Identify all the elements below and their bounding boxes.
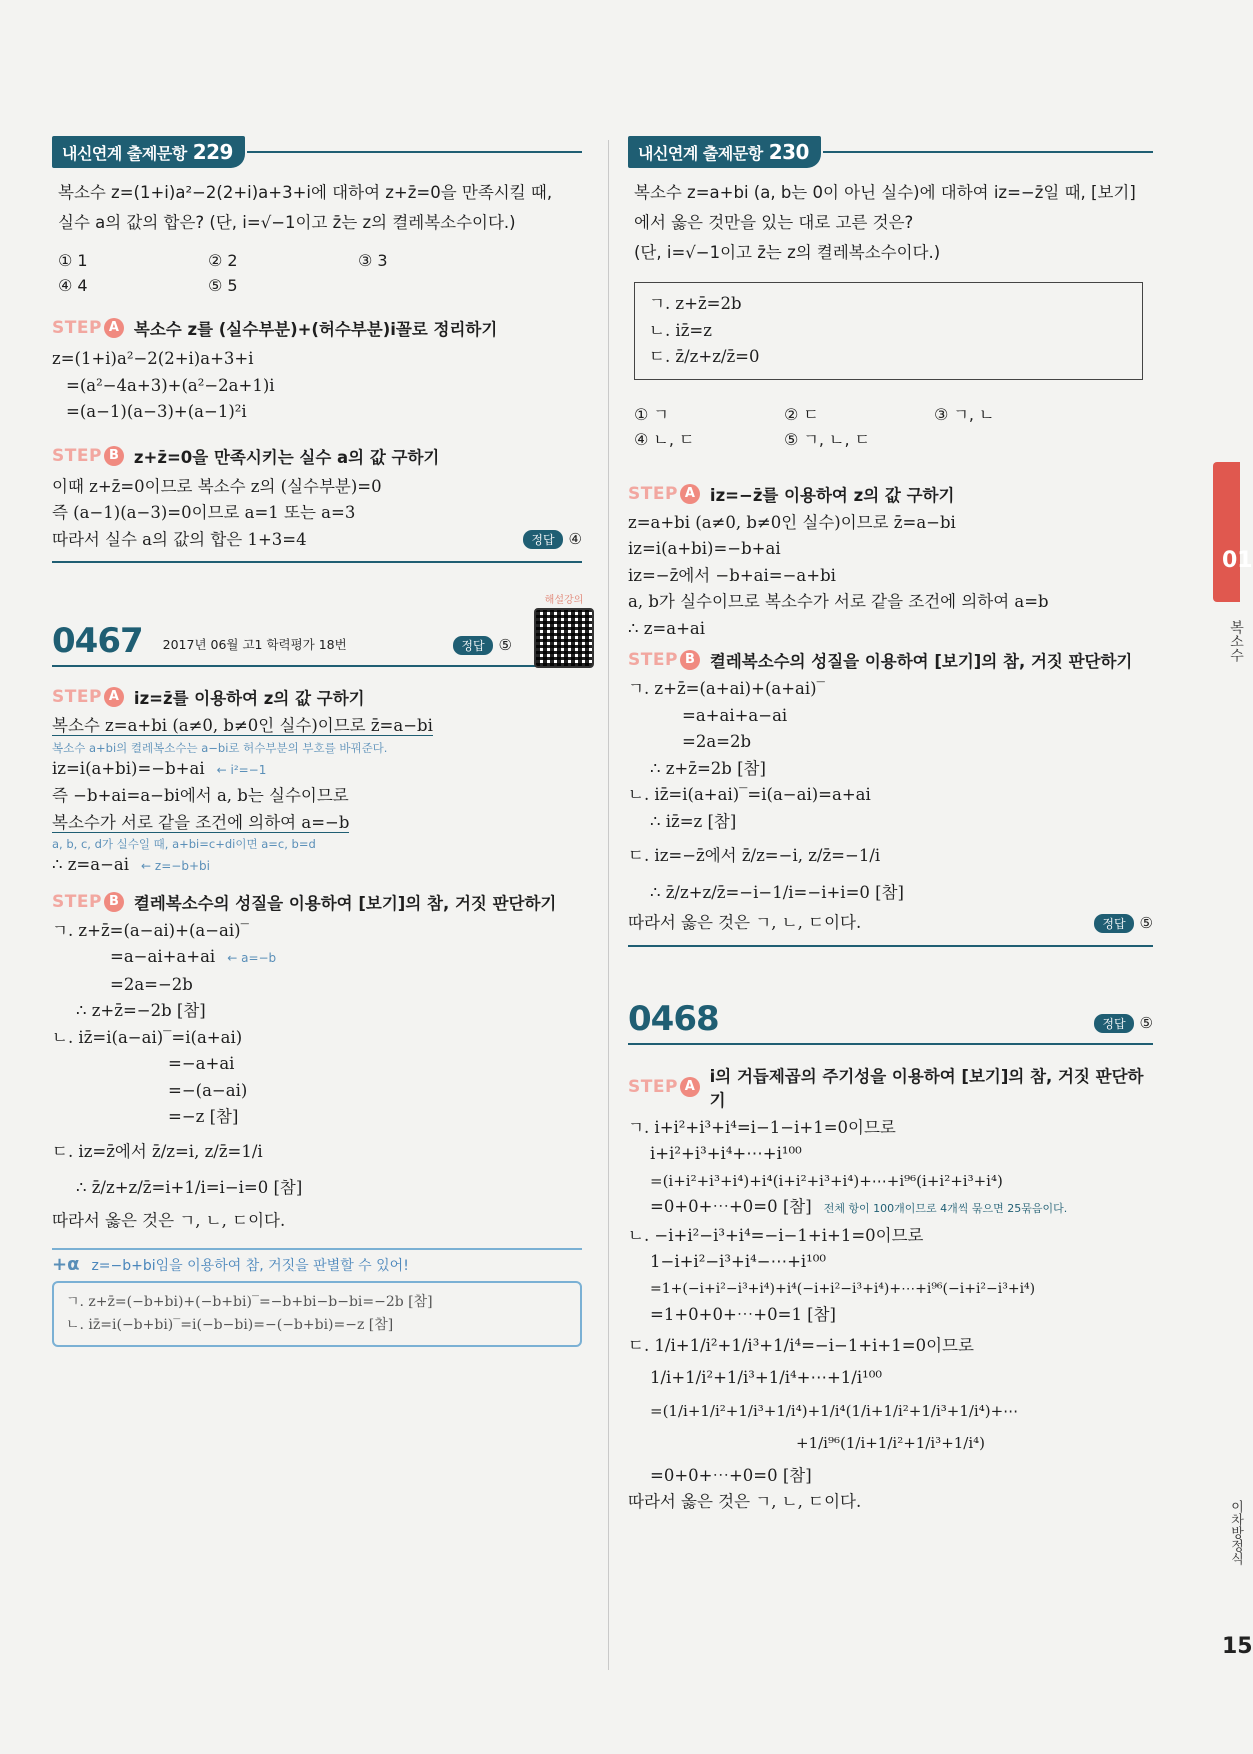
chapter-tab-label: 01 <box>1222 548 1253 573</box>
answer-0468: 정답 ⑤ <box>1094 1014 1153 1033</box>
step-a-title: STEP A i의 거듭제곱의 주기성을 이용하여 [보기]의 참, 거짓 판단하기 <box>628 1066 1144 1110</box>
step-b-title: STEP B z+z̄=0을 만족시키는 실수 a의 값 구하기 <box>52 445 440 467</box>
step-a-body: 복소수 z=a+bi (a≠0, b≠0인 실수)이므로 z̄=a−bi 복소수 a+bi의 켤레복소수는 a−bi로 허수부분의 부호를 바꿔준다. iz=i(a+bi)=−b+ai ← i²=−1 즉 −b+ai=a−bi에서 a, b는 실수이므로 복소수가 서로 같을 조건에 의하여 a=−b a, b, c, d가 실수일 때, a+bi=c+di이면 a=c, b=d ∴ z=a−ai ← z=−b+bi <box>52 716 433 874</box>
right-column <box>628 136 1153 1516</box>
answer-0467: 정답 ⑤ <box>453 636 512 655</box>
side-section-title: 이차방정식 <box>1228 1500 1243 1565</box>
step-a-body: z=(1+i)a²−2(2+i)a+3+i =(a²−4a+3)+(a²−2a+1)i =(a−1)(a−3)+(a−1)²i <box>52 349 275 421</box>
column-divider <box>608 140 609 1670</box>
step-b-body: ㄱ. z+z̄=(a−ai)+(a−ai)‾ =a−ai+a+ai ← a=−b =2a=−2b ∴ z+z̄=−2b [참] ㄴ. iz̄=i(a−ai)‾=i(a+ai) =−a+ai =−(a−ai) =−z [참] ㄷ. iz=z̄에서 z̄/z=i, z/z̄=1/i ∴ z̄/z+z/z̄=i+1/i=i−i=0 [참] 따라서 옳은 것은 ㄱ, ㄴ, ㄷ이다. <box>52 920 303 1230</box>
step-a-title: STEP A iz=−z̄를 이용하여 z의 값 구하기 <box>628 483 955 505</box>
step-a-body: z=a+bi (a≠0, b≠0인 실수)이므로 z̄=a−bi iz=i(a+bi)=−b+ai iz=−z̄에서 −b+ai=−a+bi a, b가 실수이므로 복소수가 서로 같을 조건에 의하여 a=b ∴ z=a+ai <box>628 512 1049 638</box>
answer-230: 정답 ⑤ <box>1094 914 1153 933</box>
step-a-title: STEP A 복소수 z를 (실수부분)+(허수부분)i꼴로 정리하기 <box>52 318 498 339</box>
problem-source: 2017년 06월 고1 학력평가 18번 <box>162 637 347 652</box>
question-230: 복소수 z=a+bi (a, b는 0이 아닌 실수)에 대하여 iz=−z̄일 때, [보기] 에서 옳은 것만을 있는 대로 고른 것은? (단, i=√−1이고 z̄는 z의 켤레복소수이다.) <box>634 183 1136 262</box>
page-number: 15 <box>1222 1634 1253 1659</box>
left-column <box>52 136 582 1347</box>
linked-tag: 내신연계 출제문항 229 <box>52 136 245 168</box>
step-a-title: STEP A iz=z̄를 이용하여 z의 값 구하기 <box>52 687 365 708</box>
chapter-tab[interactable] <box>1213 462 1240 602</box>
linked-problem-header-229 <box>52 136 582 168</box>
problem-0467-header <box>52 595 584 667</box>
linked-problem-header-230 <box>628 136 1153 168</box>
problem-number: 0468 <box>628 998 719 1039</box>
step-a-body: ㄱ. i+i²+i³+i⁴=i−1−i+1=0이므로 i+i²+i³+i⁴+⋯+i¹⁰⁰ =(i+i²+i³+i⁴)+i⁴(i+i²+i³+i⁴)+⋯+i⁹⁶(i+i²+i³+i⁴) =0+0+⋯+0=0 [참] 전체 항이 100개이므로 4개씩 묶으면 25묶음이다. ㄴ. −i+i²−i³+i⁴=−i−1+i+1=0이므로 1−i+i²−i³+i⁴−⋯+i¹⁰⁰ =1+(−i+i²−i³+i⁴)+i⁴(−i+i²−i³+i⁴)+⋯+i⁹⁶(−i+i²−i³+i⁴) =1+0+0+⋯+0=1 [참] ㄷ. 1/i+1/i²+1/i³+1/i⁴=−i−1+i+1=0이므로 1/i+1/i²+1/i³+1/i⁴+⋯+1/i¹⁰⁰ =(1/i+1/i²+1/i³+1/i⁴)+1/i⁴(1/i+1/i²+1/i³+1/i⁴)+⋯ +1/i⁹⁶(1/i+1/i²+1/i³+1/i⁴) =0+0+⋯+0=0 [참] 따라서 옳은 것은 ㄱ, ㄴ, ㄷ이다. <box>628 1117 1068 1511</box>
plus-alpha-header: +α z=−b+bi임을 이용하여 참, 거짓을 판별할 수 있어! <box>52 1248 582 1275</box>
linked-tag: 내신연계 출제문항 230 <box>628 136 821 168</box>
bogi-box: ㄱ. z+z̄=2b ㄴ. iz̄=z ㄷ. z̄/z+z/z̄=0 <box>634 282 1143 380</box>
step-b-body: ㄱ. z+z̄=(a+ai)+(a+ai)‾ =a+ai+a−ai =2a=2b ∴ z+z̄=2b [참] ㄴ. iz̄=i(a+ai)‾=i(a−ai)=a+ai ∴ iz̄=z [참] ㄷ. iz=−z̄에서 z̄/z=−i, z/z̄=−1/i ∴ z̄/z+z/z̄=−i−1/i=−i+i=0 [참] 따라서 옳은 것은 ㄱ, ㄴ, ㄷ이다. 정답 ⑤ <box>628 679 1153 932</box>
choices-230: ① ㄱ ② ㄷ ③ ㄱ, ㄴ ④ ㄴ, ㄷ ⑤ ㄱ, ㄴ, ㄷ <box>634 404 995 449</box>
answer-229: 정답 ④ <box>523 530 582 549</box>
question-229: 복소수 z=(1+i)a²−2(2+i)a+3+i에 대하여 z+z̄=0을 만족시킬 때, 실수 a의 값의 합은? (단, i=√−1이고 z̄는 z의 켤레복소수이다.) <box>58 183 553 232</box>
problem-0468-header <box>628 991 1153 1045</box>
step-b-body: 이때 z+z̄=0이므로 복소수 z의 (실수부분)=0 즉 (a−1)(a−3)=0이므로 a=1 또는 a=3 따라서 실수 a의 값의 합은 1+3=4 정답 ④ <box>52 476 582 549</box>
qr-code[interactable]: 해설강의 <box>532 591 596 668</box>
qr-icon <box>534 608 594 668</box>
plus-alpha-icon: +α <box>52 1254 80 1275</box>
step-b-title: STEP B 켤레복소수의 성질을 이용하여 [보기]의 참, 거짓 판단하기 <box>52 891 557 913</box>
plus-alpha-box: ㄱ. z+z̄=(−b+bi)+(−b+bi)‾=−b+bi−b−bi=−2b [참] ㄴ. iz̄=i(−b+bi)‾=i(−b−bi)=−(−b+bi)=−z [참] <box>52 1281 582 1347</box>
problem-number: 0467 <box>52 621 143 661</box>
choices-229: ① 1 ② 2 ③ 3 ④ 4 ⑤ 5 <box>58 251 388 295</box>
step-b-title: STEP B 켤레복소수의 성질을 이용하여 [보기]의 참, 거짓 판단하기 <box>628 650 1133 671</box>
side-chapter-title: 복소수 <box>1228 620 1244 662</box>
